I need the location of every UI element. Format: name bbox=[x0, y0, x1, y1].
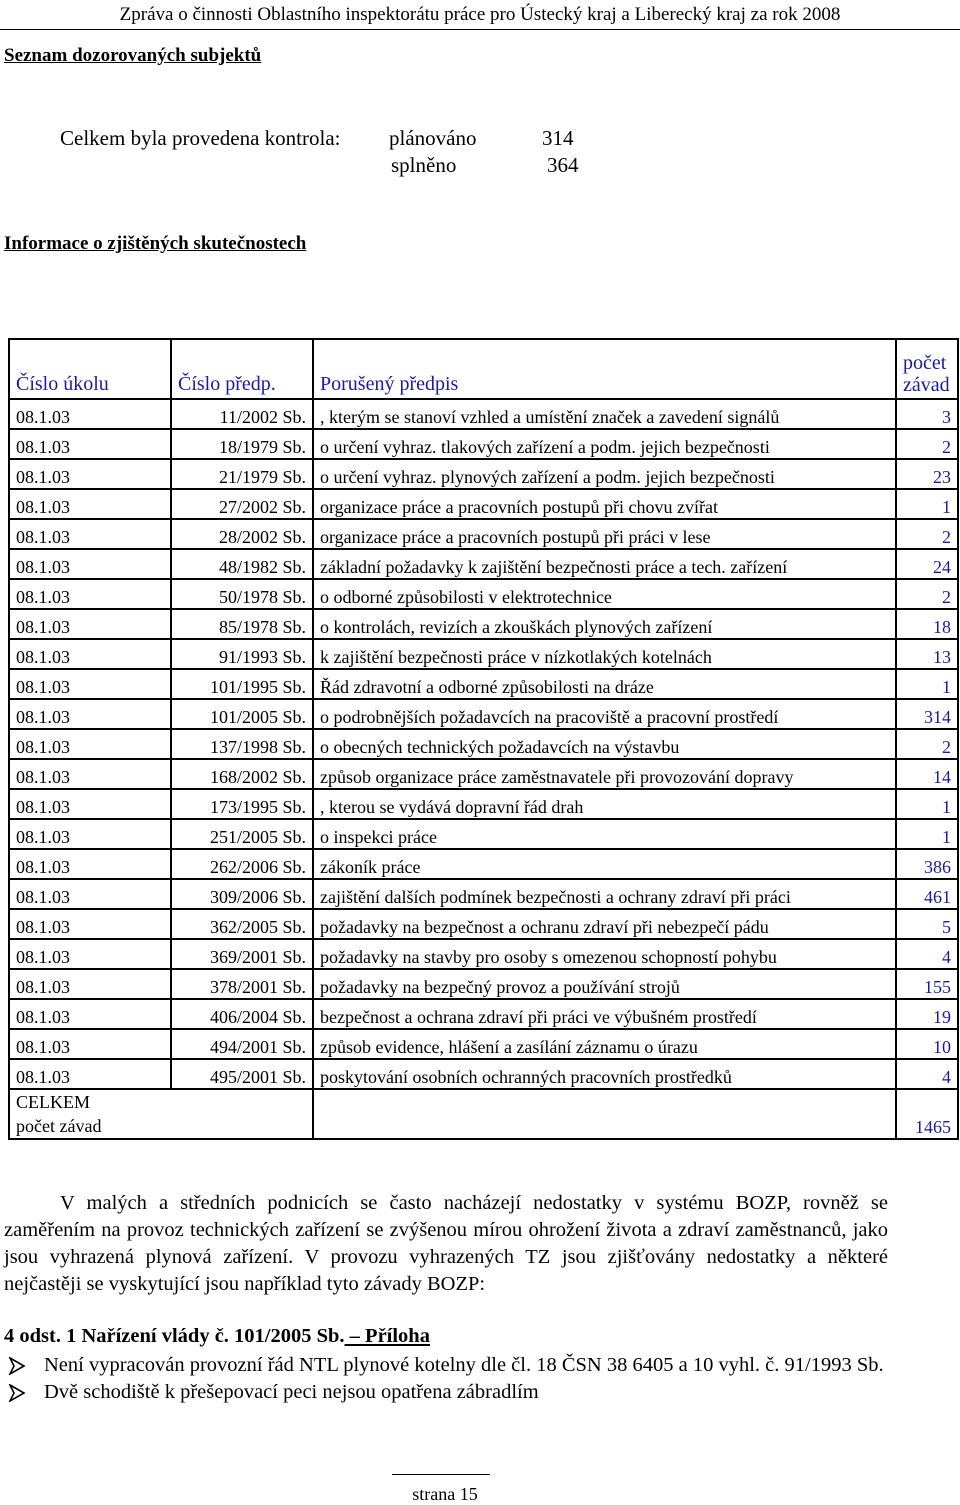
cell-predpis-cislo: 21/1979 Sb. bbox=[171, 459, 313, 489]
cell-ukol: 08.1.03 bbox=[9, 849, 171, 879]
cell-predpis-cislo: 28/2002 Sb. bbox=[171, 519, 313, 549]
cell-pocet-zavad: 10 bbox=[896, 1029, 958, 1059]
cell-predpis-nazev: , kterou se vydává dopravní řád drah bbox=[313, 789, 896, 819]
cell-predpis-cislo: 362/2005 Sb. bbox=[171, 909, 313, 939]
total-value: 1465 bbox=[896, 1089, 958, 1139]
law-separator: – bbox=[344, 1325, 366, 1347]
cell-ukol: 08.1.03 bbox=[9, 639, 171, 669]
cell-pocet-zavad: 4 bbox=[896, 1059, 958, 1089]
cell-predpis-cislo: 494/2001 Sb. bbox=[171, 1029, 313, 1059]
cell-pocet-zavad: 4 bbox=[896, 939, 958, 969]
cell-pocet-zavad: 14 bbox=[896, 759, 958, 789]
table-row bbox=[9, 849, 958, 879]
cell-ukol: 08.1.03 bbox=[9, 999, 171, 1029]
table-row bbox=[9, 729, 958, 759]
cell-predpis-nazev: požadavky na stavby pro osoby s omezenou schopností pohybu bbox=[313, 939, 896, 969]
cell-ukol: 08.1.03 bbox=[9, 699, 171, 729]
cell-predpis-nazev: Řád zdravotní a odborné způsobilosti na dráze bbox=[313, 669, 896, 699]
cell-predpis-cislo: 173/1995 Sb. bbox=[171, 789, 313, 819]
cell-predpis-nazev: o obecných technických požadavcích na výstavbu bbox=[313, 729, 896, 759]
cell-ukol: 08.1.03 bbox=[9, 909, 171, 939]
list-item-text: Dvě schodiště k přešepovací peci nejsou opatřena zábradlím bbox=[44, 1381, 539, 1403]
cell-pocet-zavad: 1 bbox=[896, 819, 958, 849]
planovano-label: plánováno bbox=[389, 126, 477, 150]
cell-predpis-nazev: o inspekci práce bbox=[313, 819, 896, 849]
list-item bbox=[4, 1352, 904, 1379]
cell-predpis-cislo: 91/1993 Sb. bbox=[171, 639, 313, 669]
table-row bbox=[9, 1029, 958, 1059]
cell-pocet-zavad: 24 bbox=[896, 549, 958, 579]
findings-paragraph bbox=[4, 1190, 888, 1298]
cell-predpis-nazev: o odborné způsobilosti v elektrotechnice bbox=[313, 579, 896, 609]
cell-ukol: 08.1.03 bbox=[9, 939, 171, 969]
splneno-value: 364 bbox=[547, 153, 579, 177]
paragraph-text: V malých a středních podnicích se často nacházejí nedostatky v systému BOZP, rovněž se zaměřením na provoz technických zařízení se zvýšenou mírou ohrožení života a zdraví zaměstnanců, jako jsou vyhrazená plynová zařízení. V provozu vyhrazených TZ jsou zjišťovány nedostatky a některé nejčastěji se vyskytující jsou například tyto závady BOZP: bbox=[4, 1192, 888, 1295]
cell-predpis-cislo: 369/2001 Sb. bbox=[171, 939, 313, 969]
cell-ukol: 08.1.03 bbox=[9, 729, 171, 759]
cell-pocet-zavad: 19 bbox=[896, 999, 958, 1029]
cell-predpis-nazev: o určení vyhraz. plynových zařízení a podm. jejich bezpečnosti bbox=[313, 459, 896, 489]
table-row bbox=[9, 549, 958, 579]
page-header: Zpráva o činnosti Oblastního inspektorátu práce pro Ústecký kraj a Liberecký kraj za rok 2008 bbox=[119, 4, 841, 25]
cell-ukol: 08.1.03 bbox=[9, 519, 171, 549]
footer-rule bbox=[392, 1474, 490, 1475]
table-row bbox=[9, 819, 958, 849]
cell-pocet-zavad: 2 bbox=[896, 579, 958, 609]
total-label-1: CELKEM bbox=[16, 1092, 90, 1112]
table-row bbox=[9, 489, 958, 519]
planovano-value: 314 bbox=[542, 126, 574, 150]
table-row bbox=[9, 1059, 958, 1089]
cell-predpis-cislo: 85/1978 Sb. bbox=[171, 609, 313, 639]
defect-list bbox=[4, 1352, 904, 1406]
table-row bbox=[9, 459, 958, 489]
law-prefix: 4 odst. 1 Nařízení vlády č. 101/2005 Sb. bbox=[4, 1325, 345, 1347]
cell-pocet-zavad: 2 bbox=[896, 729, 958, 759]
law-suffix: Příloha bbox=[365, 1325, 430, 1347]
cell-predpis-nazev: o kontrolách, revizích a zkouškách plynových zařízení bbox=[313, 609, 896, 639]
cell-ukol: 08.1.03 bbox=[9, 819, 171, 849]
cell-predpis-nazev: o určení vyhraz. tlakových zařízení a podm. jejich bezpečnosti bbox=[313, 429, 896, 459]
table-total-row bbox=[9, 1089, 958, 1139]
cell-pocet-zavad: 1 bbox=[896, 489, 958, 519]
cell-predpis-nazev: bezpečnost a ochrana zdraví při práci ve výbušném prostředí bbox=[313, 999, 896, 1029]
cell-ukol: 08.1.03 bbox=[9, 669, 171, 699]
table-row bbox=[9, 429, 958, 459]
cell-pocet-zavad: 3 bbox=[896, 399, 958, 429]
cell-ukol: 08.1.03 bbox=[9, 1059, 171, 1089]
header-rule bbox=[0, 29, 960, 30]
table-row bbox=[9, 519, 958, 549]
cell-ukol: 08.1.03 bbox=[9, 1029, 171, 1059]
cell-predpis-nazev: požadavky na bezpečný provoz a používání strojů bbox=[313, 969, 896, 999]
table-row bbox=[9, 609, 958, 639]
table-row bbox=[9, 909, 958, 939]
list-item bbox=[4, 1379, 904, 1406]
cell-predpis-cislo: 137/1998 Sb. bbox=[171, 729, 313, 759]
table-row bbox=[9, 969, 958, 999]
kontrola-label: Celkem byla provedena kontrola: bbox=[60, 126, 341, 150]
cell-predpis-cislo: 495/2001 Sb. bbox=[171, 1059, 313, 1089]
law-reference bbox=[4, 1325, 430, 1348]
cell-predpis-nazev: k zajištění bezpečnosti práce v nízkotlakých kotelnách bbox=[313, 639, 896, 669]
list-item-text: Není vypracován provozní řád NTL plynové kotelny dle čl. 18 ČSN 38 6405 a 10 vyhl. č. 91/1993 Sb. bbox=[44, 1354, 884, 1376]
cell-predpis-cislo: 251/2005 Sb. bbox=[171, 819, 313, 849]
table-row bbox=[9, 939, 958, 969]
col-header-zavad: závad bbox=[903, 374, 950, 396]
cell-pocet-zavad: 13 bbox=[896, 639, 958, 669]
cell-predpis-nazev: základní požadavky k zajištění bezpečnosti práce a tech. zařízení bbox=[313, 549, 896, 579]
col-header-pocet-zavad bbox=[896, 339, 958, 399]
arrow-bullet-icon bbox=[8, 1384, 26, 1402]
total-label-cell bbox=[9, 1089, 313, 1139]
cell-ukol: 08.1.03 bbox=[9, 489, 171, 519]
cell-pocet-zavad: 18 bbox=[896, 609, 958, 639]
section-title-findings: Informace o zjištěných skutečnostech bbox=[4, 233, 307, 254]
cell-predpis-cislo: 11/2002 Sb. bbox=[171, 399, 313, 429]
table-row bbox=[9, 669, 958, 699]
cell-predpis-nazev: zajištění dalších podmínek bezpečnosti a ochrany zdraví při práci bbox=[313, 879, 896, 909]
cell-pocet-zavad: 155 bbox=[896, 969, 958, 999]
cell-pocet-zavad: 314 bbox=[896, 699, 958, 729]
table-row bbox=[9, 399, 958, 429]
table-row bbox=[9, 639, 958, 669]
col-header-predpis-cislo: Číslo předp. bbox=[171, 339, 313, 399]
cell-ukol: 08.1.03 bbox=[9, 789, 171, 819]
cell-predpis-cislo: 378/2001 Sb. bbox=[171, 969, 313, 999]
cell-pocet-zavad: 386 bbox=[896, 849, 958, 879]
section-title-subjects: Seznam dozorovaných subjektů bbox=[4, 45, 262, 66]
cell-pocet-zavad: 2 bbox=[896, 429, 958, 459]
total-empty-cell bbox=[313, 1089, 896, 1139]
col-header-pocet: počet bbox=[903, 352, 947, 374]
cell-predpis-cislo: 18/1979 Sb. bbox=[171, 429, 313, 459]
cell-ukol: 08.1.03 bbox=[9, 399, 171, 429]
cell-predpis-nazev: organizace práce a pracovních postupů při chovu zvířat bbox=[313, 489, 896, 519]
cell-predpis-nazev: způsob organizace práce zaměstnavatele při provozování dopravy bbox=[313, 759, 896, 789]
cell-predpis-cislo: 101/2005 Sb. bbox=[171, 699, 313, 729]
violations-table bbox=[8, 338, 959, 1140]
cell-pocet-zavad: 5 bbox=[896, 909, 958, 939]
cell-predpis-cislo: 168/2002 Sb. bbox=[171, 759, 313, 789]
cell-predpis-cislo: 262/2006 Sb. bbox=[171, 849, 313, 879]
cell-predpis-cislo: 27/2002 Sb. bbox=[171, 489, 313, 519]
cell-predpis-nazev: organizace práce a pracovních postupů při práci v lese bbox=[313, 519, 896, 549]
cell-pocet-zavad: 1 bbox=[896, 789, 958, 819]
cell-predpis-nazev: způsob evidence, hlášení a zasílání záznamu o úrazu bbox=[313, 1029, 896, 1059]
table-body bbox=[9, 399, 958, 1139]
cell-predpis-cislo: 48/1982 Sb. bbox=[171, 549, 313, 579]
cell-predpis-cislo: 50/1978 Sb. bbox=[171, 579, 313, 609]
cell-ukol: 08.1.03 bbox=[9, 879, 171, 909]
cell-ukol: 08.1.03 bbox=[9, 459, 171, 489]
cell-predpis-nazev: požadavky na bezpečnost a ochranu zdraví při nebezpečí pádu bbox=[313, 909, 896, 939]
cell-predpis-cislo: 309/2006 Sb. bbox=[171, 879, 313, 909]
cell-ukol: 08.1.03 bbox=[9, 579, 171, 609]
cell-predpis-nazev: o podrobnějších požadavcích na pracoviště a pracovní prostředí bbox=[313, 699, 896, 729]
table-row bbox=[9, 579, 958, 609]
cell-pocet-zavad: 1 bbox=[896, 669, 958, 699]
table-row bbox=[9, 879, 958, 909]
cell-pocet-zavad: 2 bbox=[896, 519, 958, 549]
col-header-predpis: Porušený předpis bbox=[313, 339, 896, 399]
cell-pocet-zavad: 23 bbox=[896, 459, 958, 489]
table-header-row bbox=[9, 339, 958, 399]
cell-ukol: 08.1.03 bbox=[9, 759, 171, 789]
cell-predpis-cislo: 101/1995 Sb. bbox=[171, 669, 313, 699]
col-header-ukol: Číslo úkolu bbox=[9, 339, 171, 399]
table-row bbox=[9, 789, 958, 819]
cell-ukol: 08.1.03 bbox=[9, 609, 171, 639]
cell-predpis-nazev: zákoník práce bbox=[313, 849, 896, 879]
arrow-bullet-icon bbox=[8, 1357, 26, 1375]
table-row bbox=[9, 759, 958, 789]
table-row bbox=[9, 699, 958, 729]
page-number: strana 15 bbox=[412, 1484, 478, 1504]
cell-predpis-nazev: poskytování osobních ochranných pracovních prostředků bbox=[313, 1059, 896, 1089]
cell-ukol: 08.1.03 bbox=[9, 549, 171, 579]
cell-ukol: 08.1.03 bbox=[9, 969, 171, 999]
splneno-label: splněno bbox=[391, 153, 457, 177]
total-label-2: počet závad bbox=[16, 1116, 102, 1136]
cell-ukol: 08.1.03 bbox=[9, 429, 171, 459]
cell-predpis-cislo: 406/2004 Sb. bbox=[171, 999, 313, 1029]
cell-pocet-zavad: 461 bbox=[896, 879, 958, 909]
cell-predpis-nazev: , kterým se stanoví vzhled a umístění značek a zavedení signálů bbox=[313, 399, 896, 429]
table-row bbox=[9, 999, 958, 1029]
